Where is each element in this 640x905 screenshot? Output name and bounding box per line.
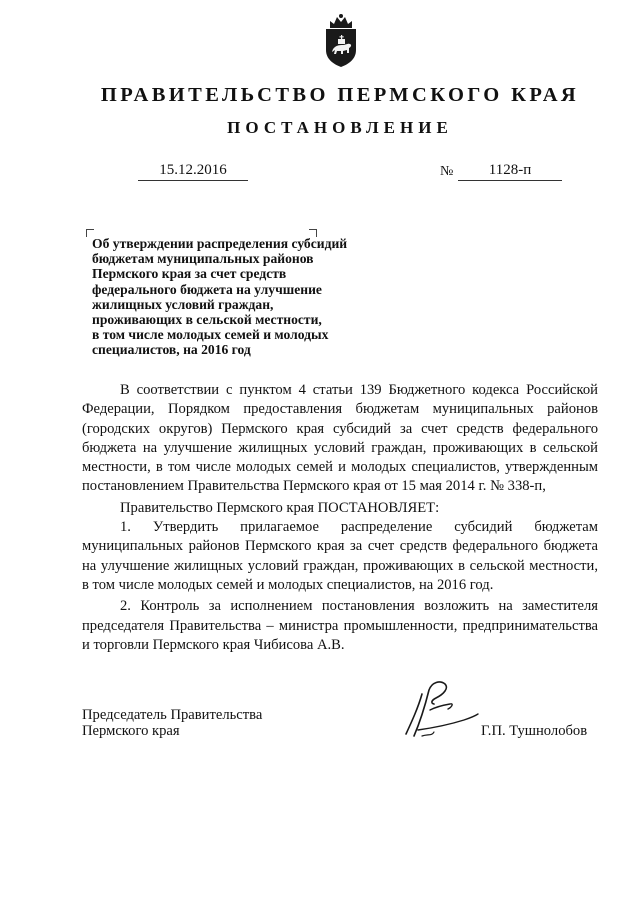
document-subject: [92, 236, 392, 358]
signatory-position-line: Председатель Правительства: [82, 707, 263, 723]
subject-line: специалистов, на 2016 год: [92, 342, 251, 358]
signatory-position: [82, 707, 262, 739]
number-underline: [458, 180, 562, 181]
subject-line: бюджетам муниципальных районов: [92, 251, 314, 267]
document-body: [82, 381, 598, 655]
subject-line: в том числе молодых семей и молодых: [92, 327, 329, 343]
subject-line: жилищных условий граждан,: [92, 296, 274, 312]
body-paragraph-item-2: 2. Контроль за исполнением постановления возложить на заместителя председателя Правительства – министра промышленности, предпринимательства и торговли Пермского края Чибисова А.В.: [82, 598, 598, 653]
signatory-position-line: Пермского края: [82, 723, 180, 739]
document-type: ПОСТАНОВЛЕНИЕ: [227, 118, 453, 137]
handwritten-signature-icon: [392, 676, 482, 746]
body-paragraph-item-1: 1. Утвердить прилагаемое распределение субсидий бюджетам муниципальных районов Пермского края за счет средств федерального бюджета на улучшение жилищных условий граждан, проживающих в сельской местности, в том числе молодых семей и молодых специалистов, на 2016 год.: [82, 519, 598, 593]
subject-line: федерального бюджета на улучшение: [92, 281, 322, 297]
body-paragraph-resolves: Правительство Пермского края ПОСТАНОВЛЯЕТ:: [120, 499, 440, 516]
date-underline: [138, 180, 248, 181]
subject-line: Об утверждении распределения субсидий: [92, 236, 348, 251]
signatory-name: Г.П. Тушнолобов: [481, 723, 588, 739]
number-sign: №: [440, 164, 454, 179]
government-title: ПРАВИТЕЛЬСТВО ПЕРМСКОГО КРАЯ: [100, 84, 580, 106]
body-paragraph-preamble: В соответствии с пунктом 4 статьи 139 Бюджетного кодекса Российской Федерации, Порядком предоставления бюджетам муниципальных районов (городских округов) Пермского края субсидий за счет средств федерального бюджета на улучшение жилищных условий граждан, проживающих в сельской местности, в том числе молодых семей и молодых специалистов, утвержденным постановлением Правительства Пермского края от 15 мая 2014 г. № 338-п,: [82, 382, 598, 495]
document-number: 1128-п: [488, 162, 532, 178]
document-date: 15.12.2016: [159, 162, 227, 178]
subject-line: проживающих в сельской местности,: [92, 312, 322, 328]
subject-line: Пермского края за счет средств: [92, 266, 287, 282]
coat-of-arms-icon: [319, 12, 363, 68]
